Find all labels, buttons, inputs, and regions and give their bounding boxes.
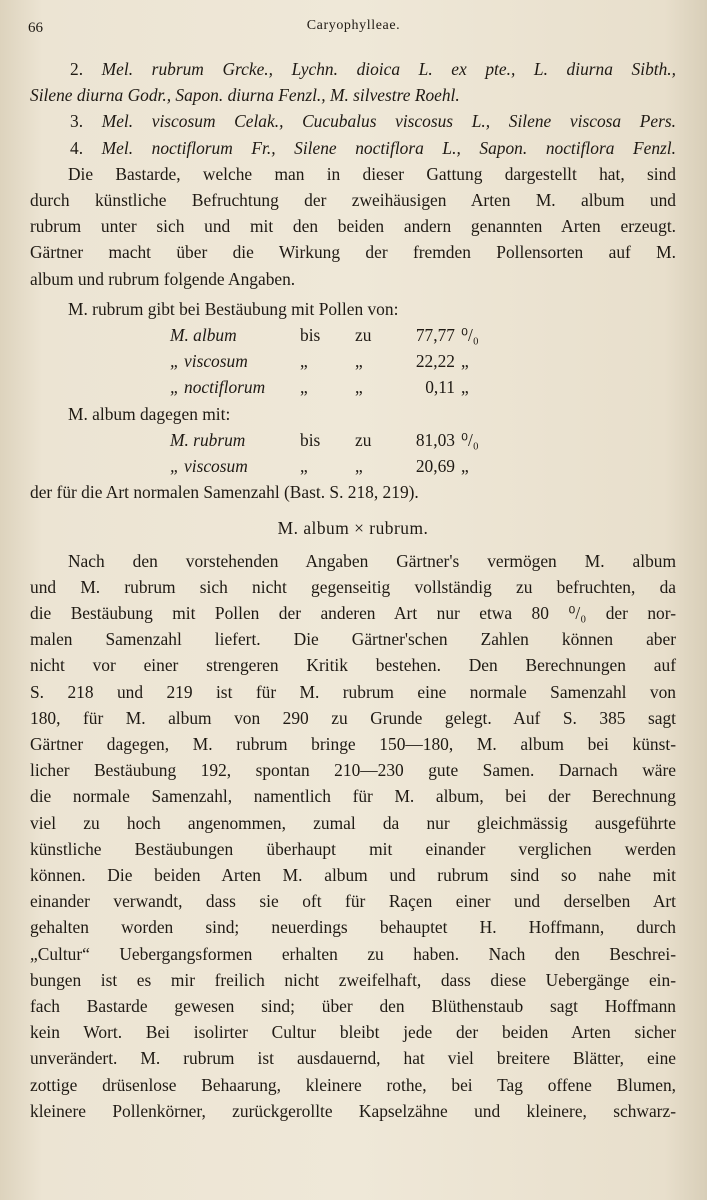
synonym-number: 2.: [70, 59, 84, 79]
cell-name: M. rubrum: [170, 429, 246, 450]
synonym-number: 3.: [70, 111, 84, 132]
cell-unit: „: [461, 351, 469, 372]
rubrum-pollen-table: [30, 322, 676, 401]
paragraph-line: die normale Samenzahl, namentlich für M. album, bei der Berechnung: [30, 786, 676, 807]
paragraph-line: nicht vor einer strengeren Kritik bestehen. Den Berechnungen auf: [30, 655, 676, 676]
cell-name: „ noctiflorum: [170, 377, 266, 398]
paragraph-line: zottige drüsenlose Behaarung, kleinere rothe, bei Tag offene Blumen,: [30, 1074, 676, 1095]
synonym-text: Silene diurna Godr., Sapon. diurna Fenzl., M. silvestre Roehl.: [30, 85, 460, 106]
paragraph-line: album und rubrum folgende Angaben.: [30, 268, 296, 289]
cell-bis: „: [300, 455, 308, 476]
paragraph-line: fach Bastarde gewesen sind; über den Blüthenstaub sagt Hoffmann: [30, 996, 676, 1017]
paragraph-line: kein Wort. Bei isolirter Cultur bleibt jede der beiden Arten sicher: [30, 1022, 676, 1043]
synonym-line: [30, 135, 676, 161]
paragraph-line: und M. rubrum sich nicht gegenseitig vollständig zu befruchten, da: [30, 576, 676, 597]
after-table-line: der für die Art normalen Samenzahl (Bast. S. 218, 219).: [30, 482, 419, 503]
paragraph-line: gehalten worden sind; neuerdings behauptet H. Hoffmann, durch: [30, 917, 676, 938]
paragraph-line: kleinere Pollenkörner, zurückgerollte Kapselzähne und kleinere, schwarz-: [30, 1100, 676, 1121]
paragraph-line: unverändert. M. rubrum ist ausdauernd, hat viel breitere Blätter, eine: [30, 1048, 676, 1069]
paragraph-line: licher Bestäubung 192, spontan 210—230 gute Samen. Darnach wäre: [30, 760, 676, 781]
cell-bis: „: [300, 377, 308, 398]
synonym-text: Mel. viscosum Celak., Cucubalus viscosus L., Silene viscosa Pers.: [101, 111, 676, 132]
paragraph-line: künstliche Bestäubungen überhaupt mit einander verglichen werden: [30, 838, 676, 859]
paragraph-line: einander verwandt, dass sie oft für Raçen einer und derselben Art: [30, 891, 676, 912]
cell-value: 0,11: [425, 377, 455, 398]
cell-zu: „: [355, 455, 363, 476]
paragraph-line: rubrum unter sich und mit den beiden andern genannten Arten erzeugt.: [30, 216, 676, 237]
cell-name: „ viscosum: [170, 351, 248, 372]
running-title: Caryophylleae.: [306, 18, 401, 33]
cell-value: 20,69: [415, 455, 455, 476]
cell-zu: „: [355, 377, 363, 398]
cell-value: 81,03: [415, 429, 455, 450]
paragraph-line: Nach den vorstehenden Angaben Gärtner's vermögen M. album: [68, 550, 676, 571]
cell-bis: bis: [300, 429, 321, 450]
paragraph-line: S. 218 und 219 ist für M. rubrum eine normale Samenzahl von: [30, 681, 676, 702]
cell-value: 22,22: [415, 351, 455, 372]
paragraph-line: können. Die beiden Arten M. album und rubrum sind so nahe mit: [30, 865, 676, 886]
paragraph-line: „Cultur“ Uebergangsformen erhalten zu haben. Nach den Beschrei-: [30, 943, 676, 964]
synonym-line: [30, 108, 676, 134]
paragraph-line: Gärtner macht über die Wirkung der fremden Pollensorten auf M.: [30, 242, 676, 263]
table-row: [170, 453, 676, 479]
rubrum-intro: M. rubrum gibt bei Bestäubung mit Pollen von:: [68, 298, 399, 319]
cell-bis: „: [300, 351, 308, 372]
table-row: [170, 348, 676, 374]
cell-unit: „: [461, 455, 469, 476]
paragraph-line: Die Bastarde, welche man in dieser Gattung dargestellt hat, sind: [68, 163, 676, 184]
synonym-line: [30, 56, 676, 82]
cell-unit: ⁰/₀: [461, 429, 479, 450]
album-pollen-table: [30, 427, 676, 479]
cell-name: „ viscosum: [170, 455, 248, 476]
paragraph-line: die Bestäubung mit Pollen der anderen Art nur etwa 80 ⁰/₀ der nor-: [30, 602, 676, 623]
paragraph-line: durch künstliche Befruchtung der zweihäusigen Arten M. album und: [30, 190, 676, 211]
section-title: M. album × rubrum.: [277, 518, 429, 539]
cell-zu: „: [355, 351, 363, 372]
album-intro: M. album dagegen mit:: [68, 403, 231, 424]
cell-zu: zu: [355, 429, 372, 450]
cell-bis: bis: [300, 325, 321, 346]
synonym-number: 4.: [70, 137, 84, 158]
paragraph-line: 180, für M. album von 290 zu Grunde gelegt. Auf S. 385 sagt: [30, 707, 676, 728]
table-row: [170, 374, 676, 400]
cell-unit: ⁰/₀: [461, 325, 479, 346]
paragraph-line: Gärtner dagegen, M. rubrum bringe 150—180, M. album bei künst-: [30, 734, 676, 754]
page-number: 66: [28, 20, 43, 36]
cell-zu: zu: [355, 325, 372, 346]
table-row: [170, 322, 676, 348]
page-body: [30, 56, 676, 1124]
synonym-line: [30, 82, 676, 108]
cell-value: 77,77: [415, 325, 455, 346]
paragraph-line: viel zu hoch angenommen, zumal da nur gleichmässig ausgeführte: [30, 812, 676, 833]
table-row: [170, 427, 676, 453]
page-header: [28, 16, 679, 44]
synonym-text: Mel. rubrum Grcke., Lychn. dioica L. ex pte., L. diurna Sibth.,: [101, 59, 676, 79]
cell-unit: „: [461, 377, 469, 398]
synonym-text: Mel. noctiflorum Fr., Silene noctiflora L., Sapon. noctiflora Fenzl.: [101, 137, 676, 158]
cell-name: M. album: [170, 325, 237, 346]
paragraph-line: malen Samenzahl liefert. Die Gärtner'schen Zahlen können aber: [30, 629, 676, 650]
paragraph-line: bungen ist es mir freilich nicht zweifelhaft, dass diese Uebergänge ein-: [30, 969, 676, 990]
